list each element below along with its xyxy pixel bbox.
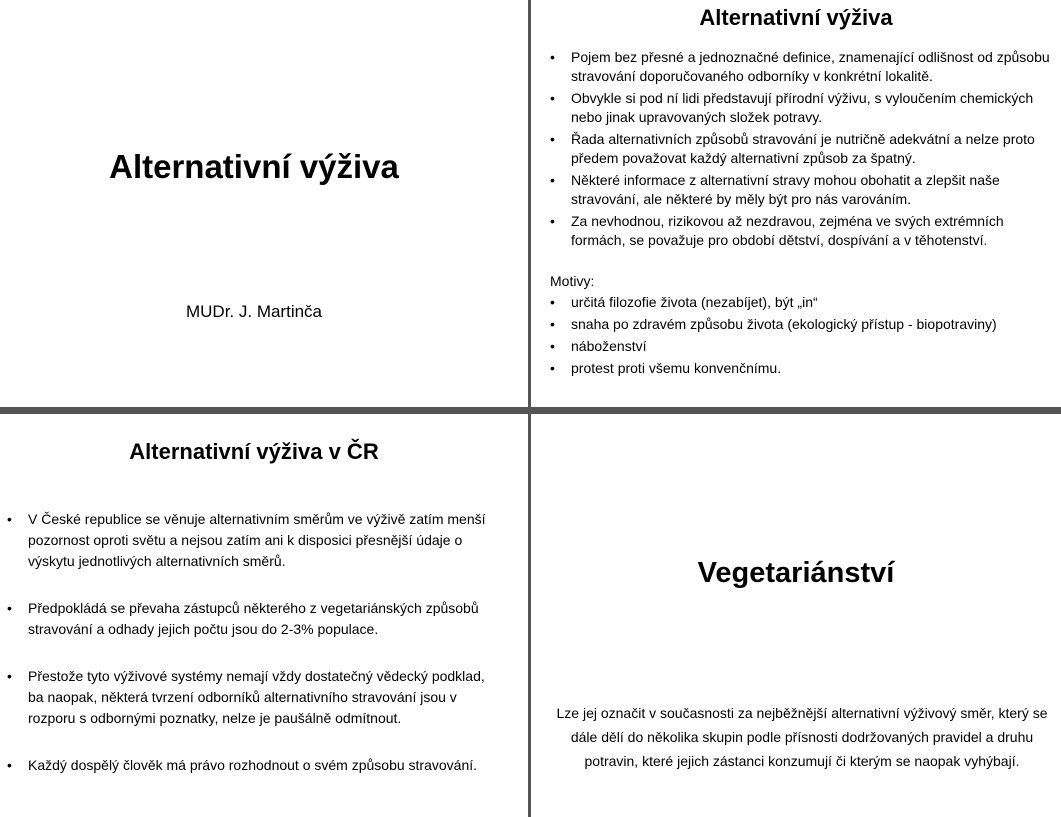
slide-3-title: Alternativní výživa v ČR: [129, 439, 379, 464]
motivy-label: Motivy:: [550, 273, 595, 289]
bullet-icon: •: [7, 511, 12, 527]
bullet-text: náboženství: [571, 338, 647, 354]
bullet-icon: •: [7, 668, 12, 684]
slide-1-title: Alternativní výživa: [109, 148, 399, 185]
bullet-icon: •: [550, 131, 555, 147]
slide-alternativni-vyziva: [531, 0, 1061, 407]
bullet-text: Přestože tyto výživové systémy nemají vždy dostatečný vědecký podklad, ba naopak, některá tvrzení odborníků alternativního stravování jsou v rozporu s odbornými poznatky, nelze je paušálně odmítnout.: [28, 668, 485, 726]
bullet-text: Obvykle si pod ní lidi představují přírodní výživu, s vyloučením chemických nebo jinak upravovaných složek potravy.: [571, 90, 1034, 125]
list-item: [550, 337, 1055, 356]
bullet-text: snaha po zdravém způsobu života (ekologický přístup - biopotraviny): [571, 316, 997, 332]
list-item: [7, 598, 502, 640]
slide-4-paragraph: Lze jej označit v současnosti za nejběžnější alternativní výživový směr, který se dále dělí do několika skupin podle přísnosti dodržovaných pravidel a druhu potravin, které jejich zástanci konzumují či kterým se naopak vyhýbají.: [556, 705, 1048, 769]
bullet-icon: •: [7, 757, 12, 773]
bullet-icon: •: [550, 338, 555, 354]
bullet-icon: •: [7, 600, 12, 616]
bullet-icon: •: [550, 316, 555, 332]
slide-3-bullet-list: [7, 509, 502, 802]
bullet-icon: •: [550, 90, 555, 106]
slide-title: [0, 0, 528, 407]
list-item: [7, 755, 502, 776]
bullet-text: Každý dospělý člověk má právo rozhodnout o svém způsobu stravování.: [28, 757, 478, 773]
motivy-list: [550, 293, 1055, 381]
bullet-icon: •: [550, 360, 555, 376]
slide-2-bullet-list: [550, 48, 1055, 253]
slide-alternativni-vyziva-cr: [0, 414, 528, 817]
list-item: [550, 171, 1055, 209]
bullet-icon: •: [550, 49, 555, 65]
slide-vegetarianstvi: [531, 414, 1061, 817]
bullet-text: Řada alternativních způsobů stravování je nutričně adekvátní a nelze proto předem považovat každý alternativní způsob za špatný.: [571, 131, 1035, 166]
list-item: [550, 48, 1055, 86]
bullet-text: V České republice se věnuje alternativním směrům ve výživě zatím menší pozornost oproti světu a nejsou zatím ani k disposici přesnější údaje o výskytu jednotlivých alternativních směrů.: [28, 511, 486, 569]
list-item: [7, 509, 502, 572]
bullet-text: Předpokládá se převaha zástupců některého z vegetariánských způsobů stravování a odhady jejich počtu jsou do 2-3% populace.: [28, 600, 479, 637]
list-item: [550, 315, 1055, 334]
bullet-text: určitá filozofie života (nezabíjet), být „in“: [571, 294, 818, 310]
bullet-icon: •: [550, 172, 555, 188]
bullet-text: Za nevhodnou, rizikovou až nezdravou, zejména ve svých extrémních formách, se považuje pro období dětství, dospívání a v těhotenství.: [571, 213, 1004, 248]
bullet-text: Některé informace z alternativní stravy mohou obohatit a zlepšit naše stravování, ale některé by měly být pro nás varováním.: [571, 172, 1000, 207]
list-item: [550, 212, 1055, 250]
list-item: [7, 666, 502, 729]
list-item: [550, 293, 1055, 312]
list-item: [550, 89, 1055, 127]
slide-1-author: MUDr. J. Martinča: [185, 302, 323, 321]
list-item: [550, 130, 1055, 168]
bullet-text: Pojem bez přesné a jednoznačné definice, znamenající odlišnost od způsobu stravování doporučovaného odborníky v konkrétní lokalitě.: [571, 49, 1050, 84]
bullet-text: protest proti všemu konvenčnímu.: [571, 360, 782, 376]
bullet-icon: •: [550, 213, 555, 229]
bullet-icon: •: [550, 294, 555, 310]
list-item: [550, 359, 1055, 378]
slide-2-title: Alternativní výživa: [699, 5, 893, 30]
slide-4-title: Vegetariánství: [697, 557, 895, 589]
horizontal-divider: [0, 407, 1061, 414]
